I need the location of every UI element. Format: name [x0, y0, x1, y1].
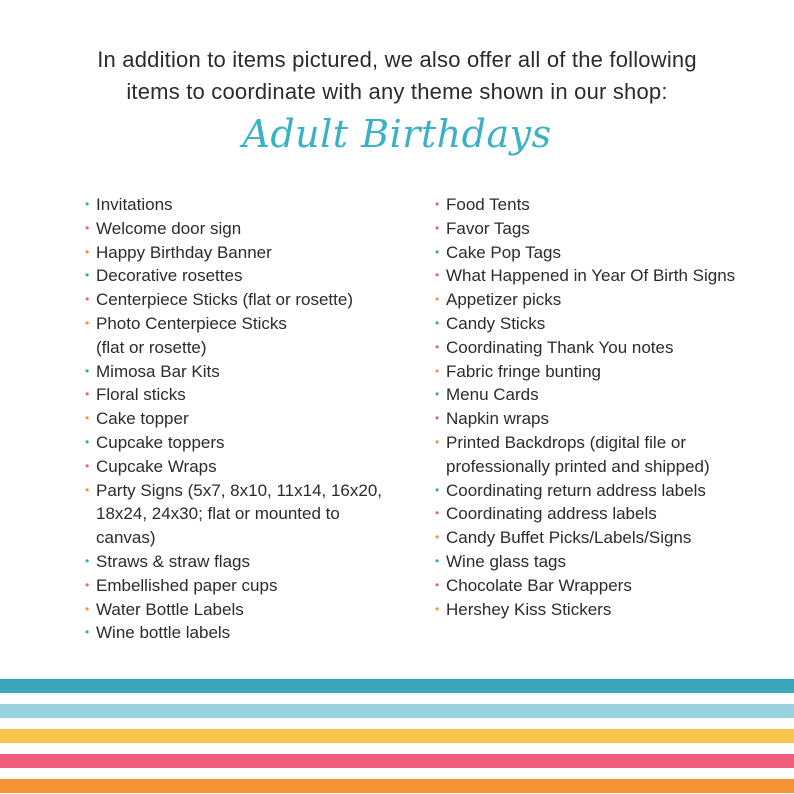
bullet-dot-icon: • — [435, 530, 440, 545]
list-item — [84, 621, 414, 645]
bullet-dot-icon: • — [435, 268, 440, 283]
list-item-text: What Happened in Year Of Birth Signs — [446, 266, 736, 286]
list-item-text: Centerpiece Sticks (flat or rosette) — [96, 290, 353, 310]
list-item — [434, 479, 774, 503]
intro-line-2: items to coordinate with any theme shown in our shop: — [126, 79, 668, 104]
list-item-text: Embellished paper cups — [96, 575, 278, 595]
bullet-dot-icon: • — [435, 387, 440, 402]
list-item-text: Coordinating Thank You notes — [446, 337, 674, 357]
list-item — [434, 550, 774, 574]
stripe-light-blue — [0, 704, 794, 718]
bullet-dot-icon: • — [435, 315, 440, 330]
bullet-dot-icon: • — [85, 268, 90, 283]
bullet-dot-icon: • — [435, 339, 440, 354]
bullet-dot-icon: • — [85, 625, 90, 640]
list-item-text: Coordinating return address labels — [446, 480, 706, 500]
list-item — [434, 383, 774, 407]
bullet-dot-icon: • — [435, 220, 440, 235]
list-item — [84, 193, 414, 217]
bullet-dot-icon: • — [85, 601, 90, 616]
list-item-text: Candy Buffet Picks/Labels/Signs — [446, 528, 692, 548]
bullet-dot-icon: • — [435, 244, 440, 259]
bullet-dot-icon: • — [85, 220, 90, 235]
list-item — [84, 217, 414, 241]
list-item-text: Hershey Kiss Stickers — [446, 599, 612, 619]
list-item — [84, 241, 414, 265]
list-item — [434, 360, 774, 384]
bullet-dot-icon: • — [85, 458, 90, 473]
list-item — [434, 598, 774, 622]
list-item-text: Coordinating address labels — [446, 504, 657, 524]
left-item-list — [84, 193, 414, 645]
list-item-text: Cupcake toppers — [96, 432, 225, 452]
list-item — [84, 288, 414, 312]
bullet-dot-icon: • — [85, 315, 90, 330]
list-item-text: Wine bottle labels — [96, 623, 231, 643]
list-item-text: Appetizer picks — [446, 290, 562, 310]
intro-line-1: In addition to items pictured, we also offer all of the following — [97, 47, 697, 72]
list-item-text: Candy Sticks — [446, 313, 546, 333]
list-item-text: Favor Tags — [446, 218, 530, 238]
list-item — [434, 241, 774, 265]
list-item-text: Chocolate Bar Wrappers — [446, 575, 632, 595]
list-item-text: Mimosa Bar Kits — [96, 361, 220, 381]
bullet-dot-icon: • — [85, 197, 90, 211]
list-item — [84, 407, 414, 431]
stripe-yellow — [0, 729, 794, 743]
list-item — [84, 598, 414, 622]
list-item — [84, 312, 414, 360]
list-item-text: 18x24, 24x30; flat or mounted to — [96, 504, 340, 524]
list-item — [434, 431, 774, 479]
list-item-text: Happy Birthday Banner — [96, 242, 272, 262]
list-item — [434, 264, 774, 288]
list-item-text: Food Tents — [446, 195, 530, 214]
list-item-text: Straws & straw flags — [96, 551, 250, 571]
list-item-text: Menu Cards — [446, 385, 539, 405]
list-item — [434, 526, 774, 550]
bullet-dot-icon: • — [435, 553, 440, 568]
list-item-text: Floral sticks — [96, 385, 186, 405]
section-title: Adult Birthdays — [242, 112, 552, 156]
list-item — [434, 312, 774, 336]
bullet-dot-icon: • — [435, 434, 440, 449]
list-item — [84, 264, 414, 288]
list-item — [84, 550, 414, 574]
bullet-dot-icon: • — [435, 363, 440, 378]
bullet-dot-icon: • — [435, 292, 440, 307]
intro-text — [0, 44, 794, 108]
right-item-list — [434, 193, 774, 621]
list-item-text: Cake Pop Tags — [446, 242, 561, 262]
bullet-dot-icon: • — [435, 506, 440, 521]
bullet-dot-icon: • — [85, 553, 90, 568]
list-item — [434, 336, 774, 360]
list-item — [84, 455, 414, 479]
list-item — [434, 502, 774, 526]
list-item-text: Party Signs (5x7, 8x10, 11x14, 16x20, — [96, 480, 383, 500]
list-item-text: Cake topper — [96, 409, 189, 429]
list-item — [84, 383, 414, 407]
bullet-dot-icon: • — [435, 482, 440, 497]
bullet-dot-icon: • — [85, 411, 90, 426]
bullet-dot-icon: • — [435, 411, 440, 426]
list-item — [434, 193, 774, 217]
list-item — [84, 431, 414, 455]
bullet-dot-icon: • — [85, 387, 90, 402]
bullet-dot-icon: • — [85, 244, 90, 259]
bullet-dot-icon: • — [85, 292, 90, 307]
bullet-dot-icon: • — [85, 577, 90, 592]
list-item — [434, 407, 774, 431]
bullet-dot-icon: • — [435, 577, 440, 592]
bullet-dot-icon: • — [85, 434, 90, 449]
list-item-text: Welcome door sign — [96, 218, 242, 238]
list-item-text: (flat or rosette) — [96, 337, 207, 357]
list-item — [434, 217, 774, 241]
list-item-text: Wine glass tags — [446, 551, 566, 571]
list-item-text: Water Bottle Labels — [96, 599, 244, 619]
list-item — [434, 288, 774, 312]
list-item — [434, 574, 774, 598]
list-item-text: Decorative rosettes — [96, 266, 243, 286]
bullet-dot-icon: • — [85, 363, 90, 378]
list-item-text: Napkin wraps — [446, 409, 549, 429]
stripe-orange — [0, 779, 794, 793]
list-item-text: professionally printed and shipped) — [446, 456, 710, 476]
list-item-text: Photo Centerpiece Sticks — [96, 313, 287, 333]
list-item-text: Printed Backdrops (digital file or — [446, 432, 687, 452]
bullet-dot-icon: • — [85, 482, 90, 497]
bullet-dot-icon: • — [435, 197, 440, 211]
list-item-text: canvas) — [96, 528, 156, 548]
list-item — [84, 479, 414, 550]
list-item-text: Fabric fringe bunting — [446, 361, 601, 381]
stripe-teal — [0, 679, 794, 693]
list-item-text: Invitations — [96, 195, 173, 214]
list-item-text: Cupcake Wraps — [96, 456, 217, 476]
list-item — [84, 574, 414, 598]
stripe-pink — [0, 754, 794, 768]
bullet-dot-icon: • — [435, 601, 440, 616]
list-item — [84, 360, 414, 384]
